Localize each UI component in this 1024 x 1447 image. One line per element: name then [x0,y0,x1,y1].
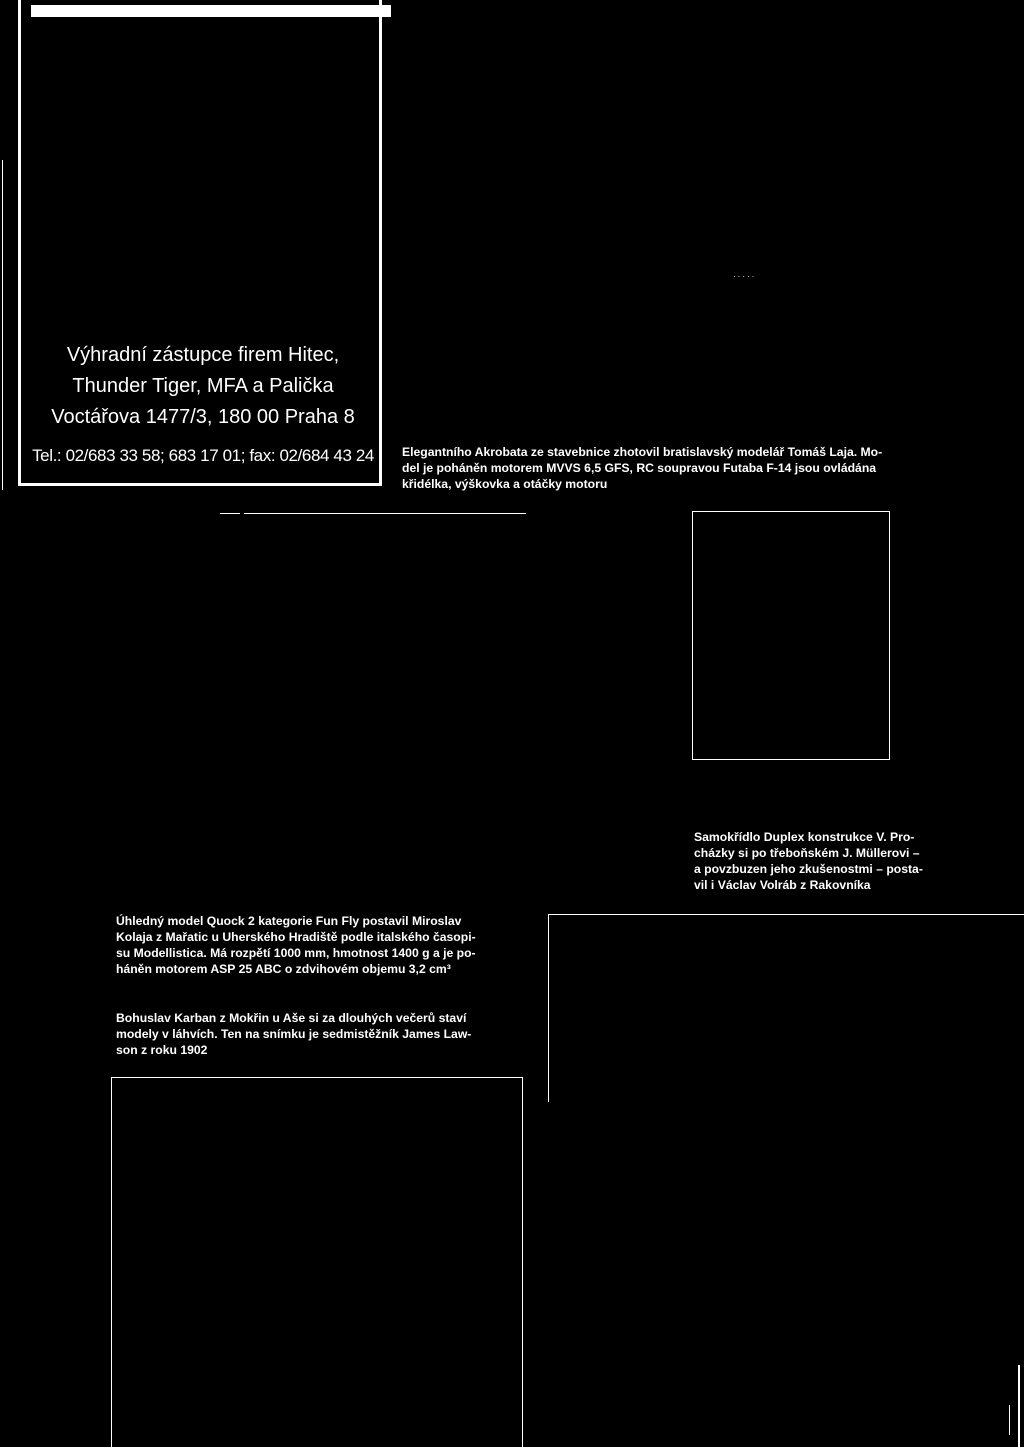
rule-long [244,513,526,514]
caption-akrobat [402,444,962,492]
ad-line-1: Výhradní zástupce firem Hitec, [66,344,340,366]
caption-akrobat-line-1: Elegantního Akrobata ze stavebnice zhotovil bratislavský modelář Tomáš Laja. Mo- [402,445,883,459]
ad-line-2: Thunder Tiger, MFA a Palička [72,375,334,397]
photo-quock-top-edge [549,914,1024,915]
caption-duplex-line-1: Samokřídlo Duplex konstrukce V. Pro- [694,830,915,844]
caption-duplex [694,829,984,893]
caption-duplex-line-2: cházky si po třeboňském J. Müllerovi – [694,846,920,860]
caption-quock-line-3: su Modellistica. Má rozpětí 1000 mm, hmotnost 1400 g a je po- [116,946,476,960]
ad-tel: Tel.: 02/683 33 58; 683 17 01; fax: 02/684 43 24 [32,446,374,465]
photo-quock-left-edge [548,914,549,1102]
ad-line-3: Voctářova 1477/3, 180 00 Praha 8 [51,406,355,428]
caption-quock [116,913,546,977]
caption-karban-line-2: modely v láhvích. Ten na snímku je sedmistěžník James Law- [116,1027,472,1041]
ad-box [18,0,382,486]
caption-akrobat-line-2: del je poháněn motorem MVVS 6,5 GFS, RC soupravou Futaba F-14 jsou ovládána [402,461,877,475]
caption-karban [116,1010,546,1058]
caption-duplex-line-4: vil i Václav Volráb z Rakovníka [694,878,871,892]
photo-karban-left-edge [111,1077,112,1447]
edge-mark-right-2 [1009,1405,1010,1435]
caption-quock-line-2: Kolaja z Mařatic u Uherského Hradiště podle italského časopi- [116,930,476,944]
edge-mark-right [1018,1365,1020,1447]
photo-karban-top-edge [111,1077,523,1078]
rule-short [220,513,240,514]
caption-quock-line-4: háněn motorem ASP 25 ABC o zdvihovém objemu 3,2 cm³ [116,962,451,976]
caption-akrobat-line-3: křidélka, výškovka a otáčky motoru [402,477,608,491]
caption-karban-line-1: Bohuslav Karban z Mokřin u Aše si za dlouhých večerů staví [116,1011,467,1025]
left-edge-rule [2,160,3,490]
photo-karban-right-edge [522,1077,523,1447]
photo-duplex-frame [692,511,890,760]
speck-dots: ····· [733,272,757,281]
ad-top-bar [31,5,391,17]
caption-quock-line-1: Úhledný model Quock 2 kategorie Fun Fly postavil Miroslav [116,914,462,928]
caption-duplex-line-3: a povzbuzen jeho zkušenostmi – posta- [694,862,923,876]
caption-karban-line-3: son z roku 1902 [116,1043,208,1057]
